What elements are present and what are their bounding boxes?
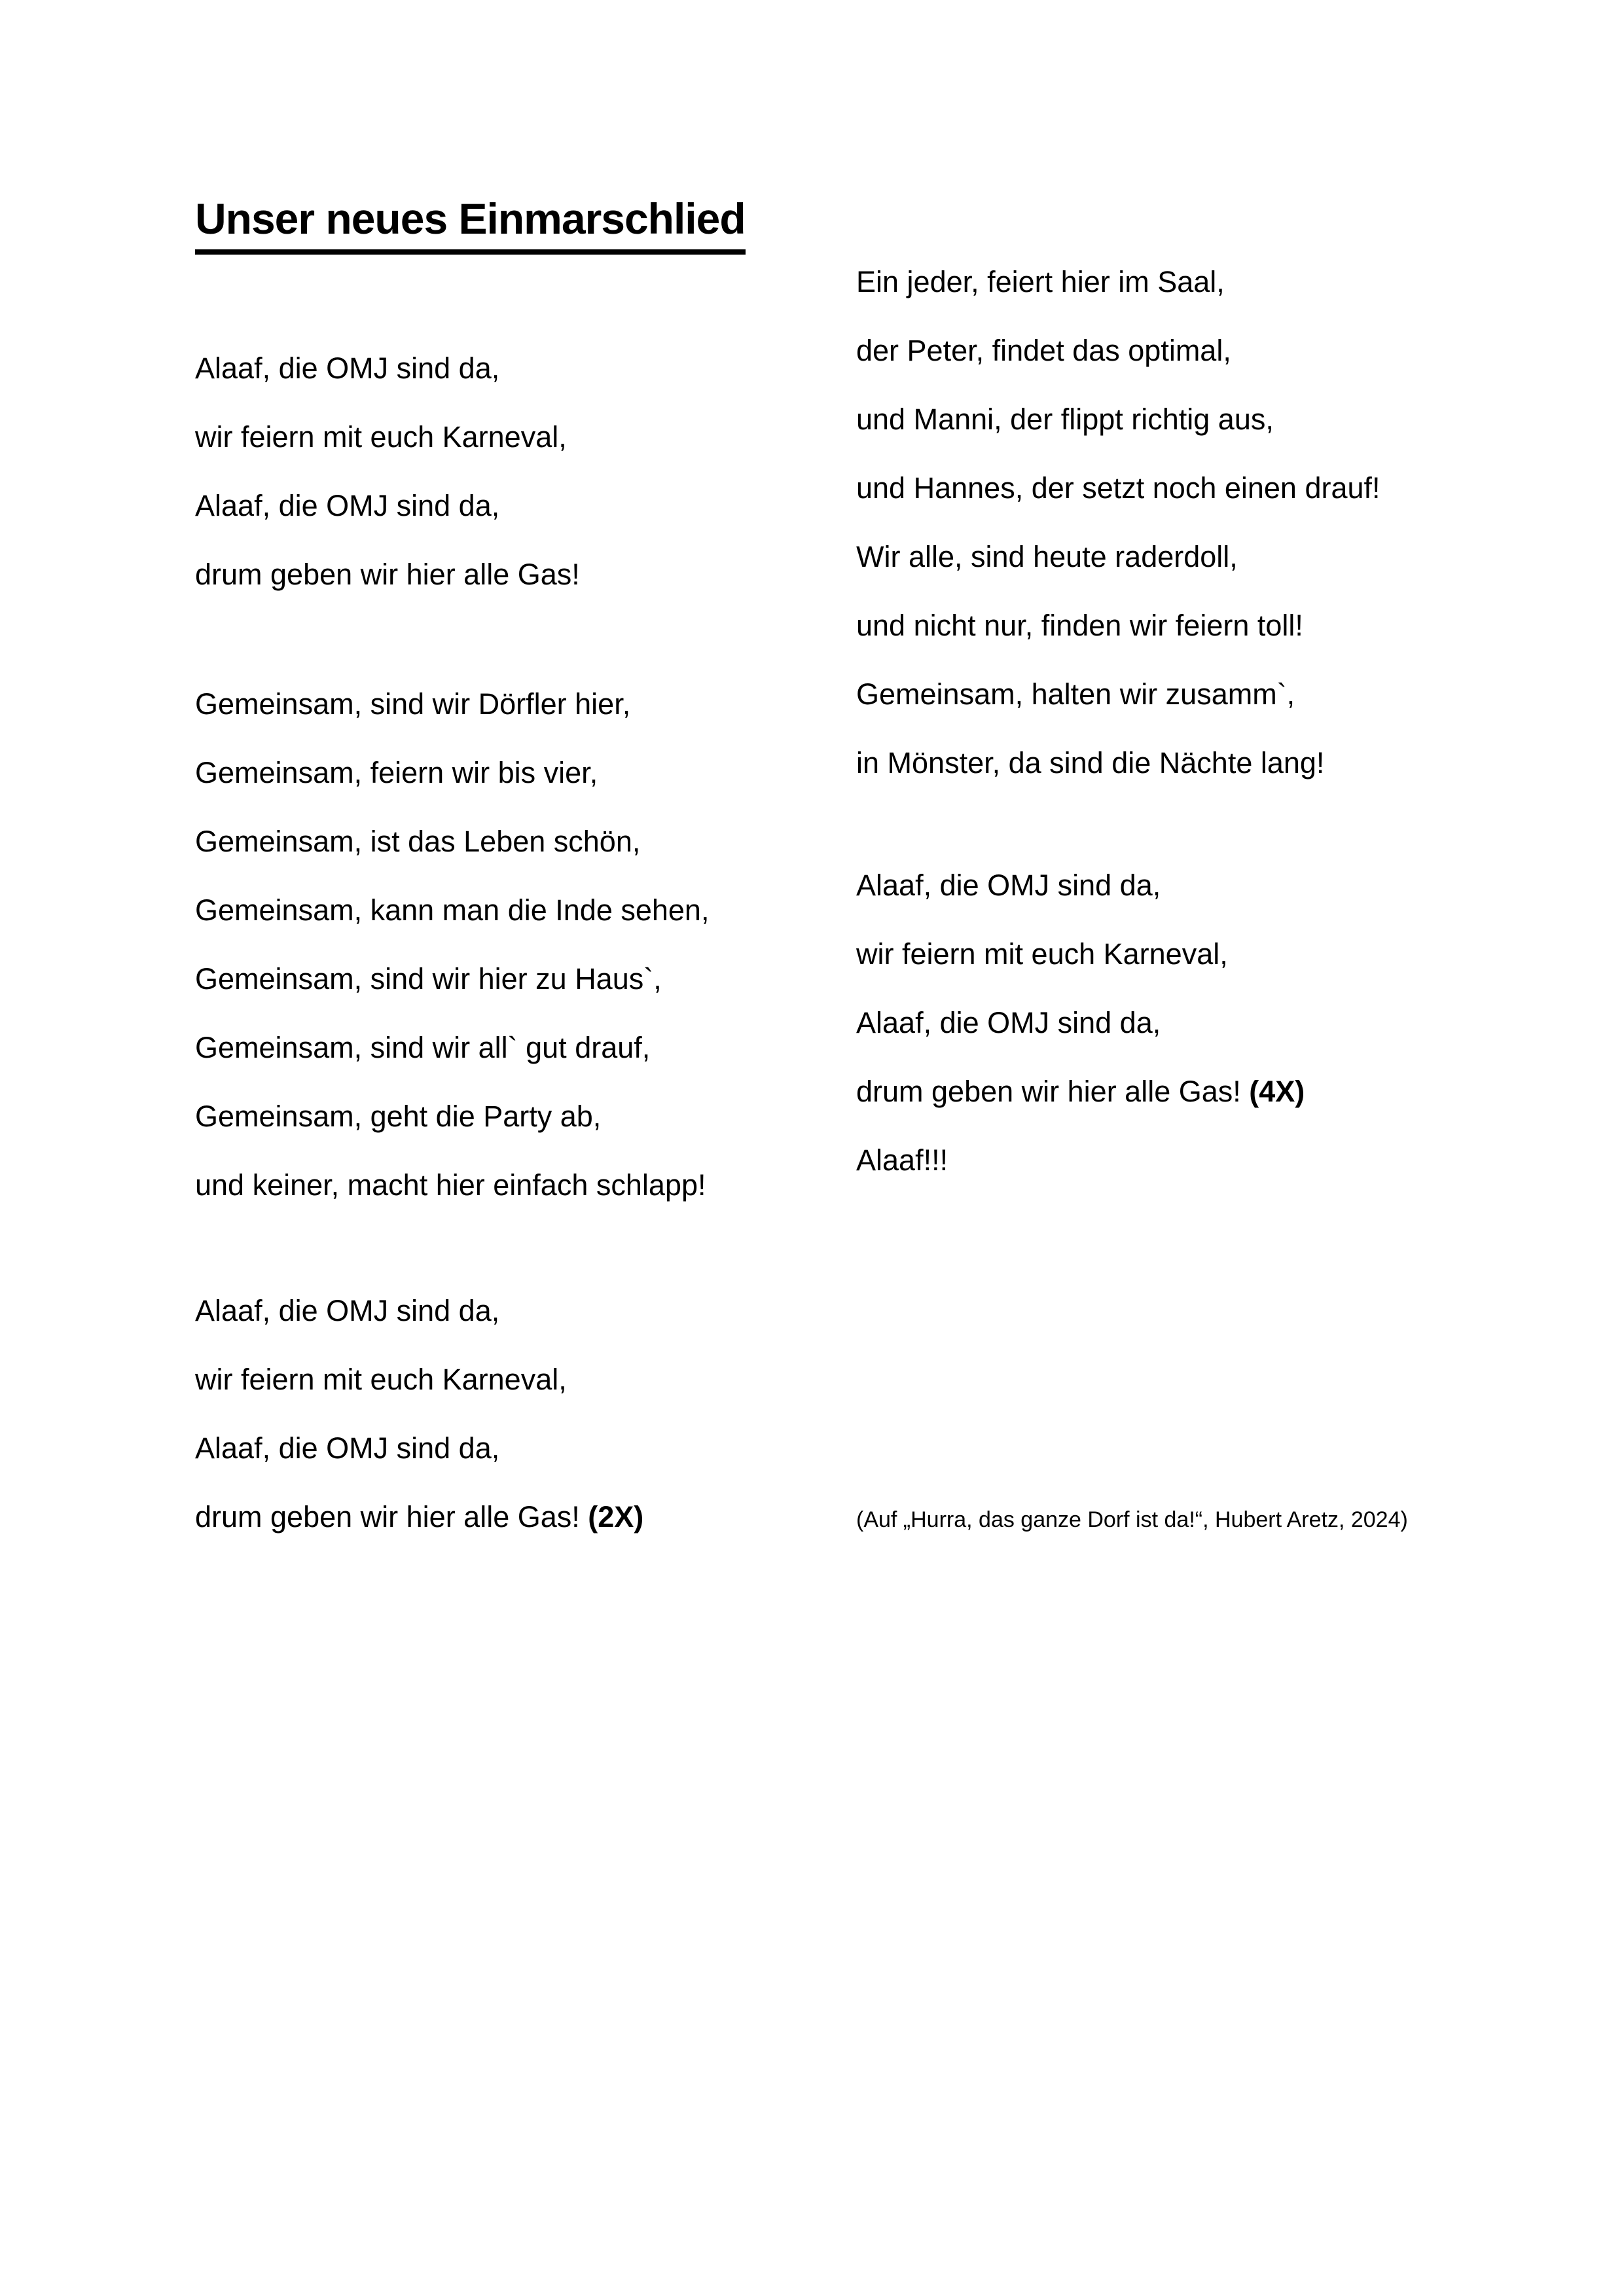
lyric-line: Alaaf, die OMJ sind da, — [856, 1006, 1161, 1039]
lyric-line: und keiner, macht hier einfach schlapp! — [195, 1168, 706, 1202]
lyric-line: Ein jeder, feiert hier im Saal, — [856, 265, 1225, 298]
lyric-line-with-repeat — [856, 1057, 1305, 1126]
lyric-line: Gemeinsam, ist das Leben schön, — [195, 825, 641, 858]
lyric-line: wir feiern mit euch Karneval, — [195, 420, 567, 454]
closing-exclamation: Alaaf!!! — [856, 1143, 948, 1177]
lyric-line: und Manni, der flippt richtig aus, — [856, 403, 1274, 436]
repeat-mark-4x: (4X) — [1249, 1075, 1305, 1108]
song-title: Unser neues Einmarschlied — [195, 196, 746, 255]
lyric-line: Alaaf, die OMJ sind da, — [195, 489, 500, 522]
lyric-line: Gemeinsam, halten wir zusamm`, — [856, 677, 1295, 711]
lyric-line: Gemeinsam, sind wir hier zu Haus`, — [195, 962, 662, 996]
lyric-line: drum geben wir hier alle Gas! — [195, 558, 580, 591]
names-verse — [856, 247, 1380, 797]
left-chorus-verse — [195, 334, 580, 609]
lyric-line: der Peter, findet das optimal, — [856, 334, 1231, 367]
lyric-line: und nicht nur, finden wir feiern toll! — [856, 609, 1303, 642]
lyric-line: Gemeinsam, geht die Party ab, — [195, 1100, 602, 1133]
song-attribution: (Auf „Hurra, das ganze Dorf ist da!“, Hubert Aretz, 2024) — [856, 1507, 1408, 1532]
lyric-line: Gemeinsam, kann man die Inde sehen, — [195, 893, 710, 927]
lyric-line: Wir alle, sind heute raderdoll, — [856, 540, 1238, 573]
lyric-line: und Hannes, der setzt noch einen drauf! — [856, 471, 1380, 505]
lyric-line-text: drum geben wir hier alle Gas! — [856, 1075, 1250, 1108]
lyric-line: Alaaf, die OMJ sind da, — [195, 351, 500, 385]
lyric-line: Alaaf, die OMJ sind da, — [856, 869, 1161, 902]
lyric-line: wir feiern mit euch Karneval, — [195, 1363, 567, 1396]
left-chorus-repeat-verse — [195, 1276, 643, 1551]
lyric-line-with-repeat — [195, 1482, 643, 1551]
repeat-mark-2x: (2X) — [588, 1500, 644, 1534]
lyric-line: Gemeinsam, sind wir all` gut drauf, — [195, 1031, 651, 1064]
gemeinsam-verse — [195, 670, 709, 1219]
lyric-line: Gemeinsam, sind wir Dörfler hier, — [195, 687, 631, 721]
lyric-line: Alaaf, die OMJ sind da, — [195, 1431, 500, 1465]
final-chorus-verse — [856, 851, 1305, 1194]
lyric-line: Alaaf, die OMJ sind da, — [195, 1294, 500, 1327]
lyric-line: Gemeinsam, feiern wir bis vier, — [195, 756, 598, 789]
lyric-line: in Mönster, da sind die Nächte lang! — [856, 746, 1325, 780]
lyric-line: wir feiern mit euch Karneval, — [856, 937, 1228, 971]
lyric-line-text: drum geben wir hier alle Gas! — [195, 1500, 588, 1534]
